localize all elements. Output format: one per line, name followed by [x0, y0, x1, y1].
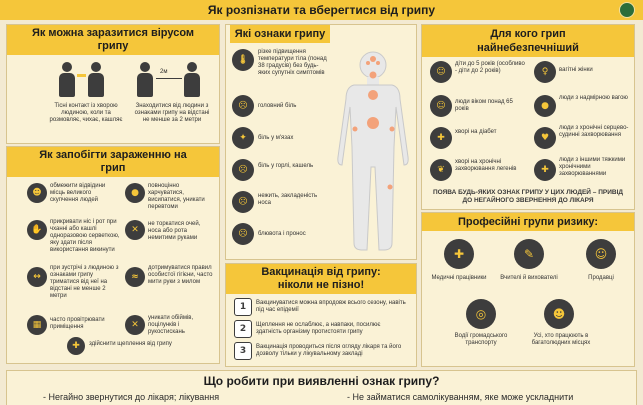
seller-icon: ☺	[586, 239, 616, 269]
pregnant-icon: ♀	[534, 61, 556, 83]
heart-icon: ♥	[534, 127, 556, 149]
tissue-icon: ✋	[27, 220, 47, 240]
page-title: Як розпізнати та вберегтися від грипу	[207, 3, 436, 17]
cough-icon: ☹	[232, 159, 254, 181]
infection-item-2: Знаходитися від людини з ознаками грипу на відстані не менше за 2 метри	[134, 103, 210, 123]
human-body-figure	[332, 47, 414, 257]
prevention-item-8: уникати обіймів, поцілунків і рукостискань	[148, 315, 194, 335]
vaccination-title: Вакцинація від грипу: ніколи не пізно!	[226, 264, 416, 294]
symptom-6: блювота і пронос	[258, 231, 306, 237]
action-left-text: - Негайно звернутися до лікаря; лікування	[43, 392, 220, 402]
vomit-icon: ☹	[232, 223, 254, 245]
action-title: Що робити при виявленні ознак грипу?	[203, 374, 440, 388]
risk-item-1: діти до 5 років (особливо - діти до 2 років)	[455, 61, 525, 74]
risk-title: Для кого грип найнебезпечніший	[422, 25, 634, 57]
prevention-item-9: здійснити щеплення від грипу	[89, 341, 172, 347]
distance-people-icon	[137, 62, 201, 98]
group-3: Продавці	[588, 275, 614, 281]
prevention-item-6: дотримуватися правил особистої гігієни, часто мити руки з милом	[148, 265, 213, 285]
header-title-bar	[0, 0, 643, 20]
symptom-5: нежить, закладеність носа	[258, 193, 318, 206]
emblem-icon	[619, 2, 635, 18]
symptoms-panel	[225, 24, 417, 260]
vaccination-number-2: 2	[234, 320, 252, 338]
vaccination-number-1: 1	[234, 298, 252, 316]
group-1: Медичні працівники	[431, 275, 487, 281]
risk-item-7: хворі на хронічні захворювання легенів	[455, 159, 517, 172]
runny-nose-icon: ☹	[232, 191, 254, 213]
groups-title: Професійні групи ризику:	[422, 213, 634, 231]
apple-icon: ●	[125, 183, 145, 203]
prevention-item-2: повноцінно харчуватися, висипатися, уникати перевтоми	[148, 183, 205, 210]
vaccination-item-3: Вакцинація проводиться після огляду лікаря та його дозволу тільки у лікувальному закладі	[256, 344, 402, 357]
no-touch-icon: ✕	[125, 220, 145, 240]
risk-item-5: хворі на діабет	[455, 129, 497, 135]
symptom-3: біль у м'язах	[258, 135, 294, 141]
risk-item-4: люди з надмірною вагою	[559, 95, 628, 101]
group-2: Вчителі й вихователі	[500, 275, 558, 281]
prevention-panel	[6, 146, 220, 364]
chronic-disease-icon: ✚	[534, 159, 556, 181]
symptom-4: біль у горлі, кашель	[258, 163, 314, 169]
window-icon: ▦	[27, 315, 47, 335]
symptom-2: головний біль	[258, 103, 297, 109]
driver-icon: ◎	[466, 299, 496, 329]
child-icon: ☺	[430, 61, 452, 83]
infection-item-1: Тісні контакт із хворою людиною, коли та розмовляє, чихає, кашляє	[49, 103, 123, 123]
handwash-icon: ≈	[125, 267, 145, 287]
infection-panel	[6, 24, 220, 144]
prevention-item-7: часто провітрювати приміщення	[50, 317, 105, 330]
headache-icon: ☹	[232, 95, 254, 117]
prevention-item-4: не торкатися очей, носа або рота немитими руками	[148, 221, 201, 241]
crowd-icon: ☻	[27, 183, 47, 203]
lungs-icon: ❦	[430, 159, 452, 181]
crowd-workers-icon: ☻	[544, 299, 574, 329]
vaccination-item-2: Щеплення не ослаблює, а навпаки, посилює здатність організму протистояти грипу	[256, 322, 381, 335]
prevention-item-5: при зустрічі з людиною з ознаками грипу триматися від неї на відстані не менше 2 метри	[50, 265, 119, 299]
risk-item-6: люди з хронічні серцево-судинні захворювання	[559, 125, 629, 138]
vaccination-panel	[225, 263, 417, 367]
diabetes-icon: ✚	[430, 127, 452, 149]
prevention-title: Як запобігти зараженню на грип	[7, 147, 219, 177]
sneeze-people-icon	[59, 62, 109, 98]
symptoms-title: Які ознаки грипу	[230, 25, 330, 43]
risk-warning: ПОЯВА БУДЬ-ЯКИХ ОЗНАК ГРИПУ У ЦИХ ЛЮДЕЙ – ПРИВІД ДО НЕГАЙНОГО ЗВЕРНЕННЯ ДО ЛІКАРЯ	[432, 189, 624, 204]
group-5: Усі, хто працюють в багатолюдних місцях	[531, 333, 591, 346]
risk-item-2: вагітні жінки	[559, 67, 593, 73]
action-panel	[6, 370, 637, 405]
infection-title: Як можна заразитися вірусом грипу	[7, 25, 219, 55]
groups-panel	[421, 212, 635, 367]
teacher-icon: ✎	[514, 239, 544, 269]
elderly-icon: ☺	[430, 95, 452, 117]
no-hug-icon: ✕	[125, 315, 145, 335]
thermometer-icon: 🌡	[232, 49, 254, 71]
overweight-icon: ●	[534, 95, 556, 117]
prevention-item-1: обмежити відвідини місць великого скупчення людей	[50, 183, 106, 203]
group-4: Водії громадського транспорту	[454, 333, 508, 346]
doctor-icon: ✚	[444, 239, 474, 269]
symptom-1: різке підвищення температури тіла (понад 38 градусів) без будь-яких супутніх симптомів	[258, 49, 327, 76]
risk-item-3: люди віком понад 65 років	[455, 99, 513, 112]
risk-panel	[421, 24, 635, 210]
distance-icon: ↔	[27, 267, 47, 287]
vaccination-item-1: Вакцинуватися можна впродовж всього сезону, навіть під час епідемії	[256, 300, 406, 313]
syringe-icon: ✚	[67, 337, 85, 355]
distance-label: 2м	[160, 69, 168, 75]
vaccination-number-3: 3	[234, 342, 252, 360]
risk-item-8: люди з іншими тяжкими хронічними захворюваннями	[559, 157, 626, 177]
muscle-pain-icon: ✦	[232, 127, 254, 149]
prevention-item-3: прикривати ніс і рот при чханні або кашлі одноразовою серветкою, яку здати після використання викинути	[50, 219, 120, 253]
action-right-text: - Не займатися самолікуванням, яке може ускладнити	[347, 392, 574, 402]
